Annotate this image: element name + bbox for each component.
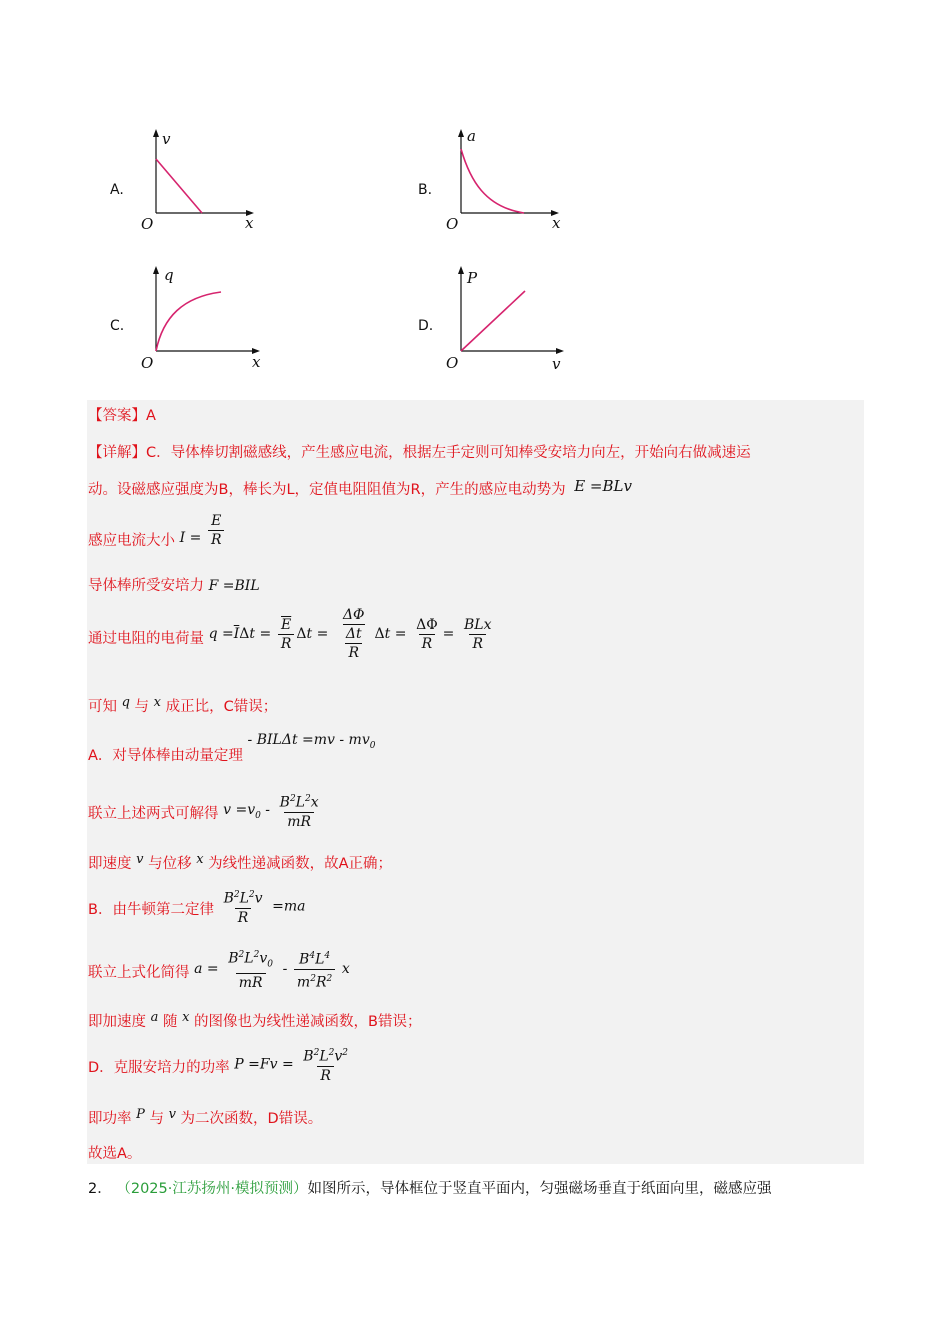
graph-d-xaxis: v [552,355,561,373]
power-eq-line: D．克服安培力的功率 P =Fv = $\frac{B^2L^2v^2}{R}$ [88,1048,349,1084]
detail-line-2: 动。设磁感应强度为B，棒长为L，定值电阻阻值为R，产生的感应电动势为 E =BLv [88,477,632,498]
question-2 [88,1177,771,1198]
question-2-number: 2． [88,1181,112,1197]
graph-b-curve [461,149,524,213]
graph-a-origin: O [141,215,154,233]
accel-eq-line: 联立上式化简得 a = $\frac{B^2L^2v_0}{mR}$ - $\frac{B^4L^4}{m^2R^2}$ x [88,950,350,992]
velocity-line: 联立上述两式可解得 $v =v_0$ - $\frac{B^2L^2x}{mR}$ [88,794,319,830]
graph-b-yaxis: a [467,127,476,145]
proportional-line: 可知 q 与 x 成正比，C错误； [88,695,278,715]
option-c-label: C. [110,318,125,334]
graph-c-origin: O [141,354,154,372]
graph-b [440,125,565,235]
detail-line-1: 【详解】C．导体棒切割磁感线，产生感应电流，根据左手定则可知棒受安培力向左，开始向右做减速运 [88,445,751,461]
momentum-line: A．对导体棒由动量定理 - $BIL\Delta t =mv - mv_0$ [88,732,376,764]
momentum-equation: - $BIL\Delta t =mv - mv_0$ [247,732,376,751]
option-a-label: A. [110,182,124,198]
answer: 【答案】A [88,408,156,424]
graph-c [135,262,265,374]
graph-a [135,125,260,235]
option-b-label: B. [418,182,433,198]
graph-a-yaxis: v [162,130,171,148]
graph-c-curve [156,292,221,351]
graph-d-curve [461,291,525,351]
option-d-label: D. [418,318,434,334]
newton-line: B．由牛顿第二定律 $\frac{B^2L^2v}{R}$ =ma [88,890,306,926]
choose-line: 故选A。 [88,1146,142,1162]
graph-c-xaxis: x [252,353,261,371]
graph-b-origin: O [446,215,459,233]
question-2-text: 如图所示，导体框位于竖直平面内，匀强磁场垂直于纸面向里，磁感应强 [307,1181,772,1197]
force-equation: F =BIL [208,578,260,594]
accel-text-line: 即加速度 a 随 x 的图像也为线性递减函数，B错误； [88,1010,422,1030]
graph-d-yaxis: P [467,269,478,287]
power-text-line: 即功率 P 与 v 为二次函数，D错误。 [88,1107,323,1127]
question-2-source: （2025·江苏扬州·模拟预测） [116,1181,308,1197]
charge-line: 通过电阻的电荷量 $q =\overline{I}\Delta t$ = $\frac{\overline{E}}{R}$ Δt = $\frac{\frac{\Delta\Phi}{\Delta t}}{R}$ Δt = $\frac{\Delta\Phi}{R}$ = $\frac{\text{BLx}}{R}$ [88,607,492,661]
current-line: 感应电流大小 I = $\frac{E}{R}$ [88,512,226,549]
force-line: 导体棒所受安培力 F =BIL [88,578,260,594]
graph-c-yaxis: q [164,266,174,284]
graph-d-origin: O [446,354,459,372]
emf-equation: E =BLv [574,477,632,495]
graph-d [440,262,570,374]
linear-line: 即速度 v 与位移 x 为线性递减函数，故A正确； [88,852,393,872]
graph-b-xaxis: x [552,214,561,232]
graph-a-xaxis: x [245,214,254,232]
graph-a-curve [156,159,202,213]
